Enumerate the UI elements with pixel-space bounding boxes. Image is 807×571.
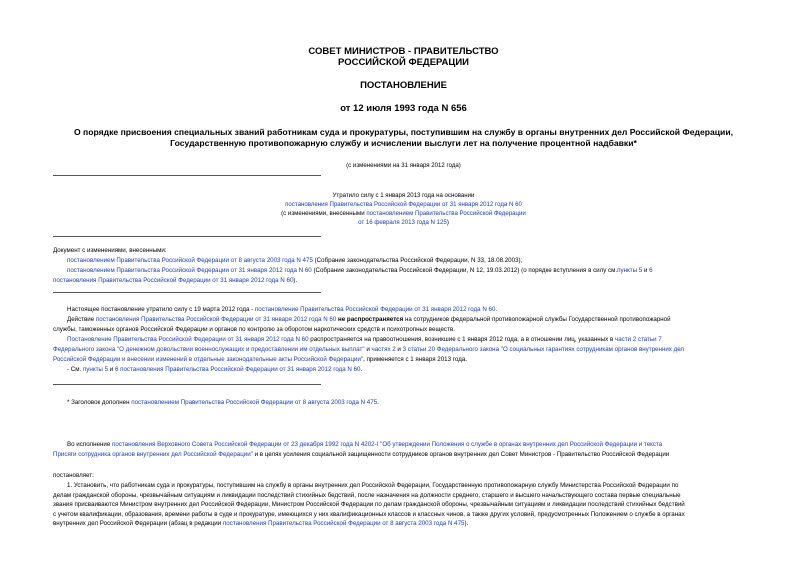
expired-basis-link[interactable]: постановления Правительства Российской Федерации от 31 января 2012 года N 60 (285, 201, 522, 208)
note-1-text: Настоящее постановление утратило силу с 19 марта 2012 года - (67, 306, 255, 313)
change-item-2-link[interactable]: постановлением Правительства Российской Федерации от 31 января 2012 года N 60 (67, 267, 312, 274)
change-item-2 (53, 266, 773, 276)
item-1 (53, 481, 773, 529)
amendment-link-date[interactable]: от 16 февраля 2013 года N 125 (358, 219, 447, 226)
note-4-points5-link[interactable]: пункты 5 (82, 366, 109, 373)
issuer-line-1: СОВЕТ МИНИСТРОВ - ПРАВИТЕЛЬСТВО (308, 46, 499, 57)
changes-list (53, 246, 773, 286)
note-3-text: распространяется на правоотношения, возникшие с 1 января 2012 года, а в отношении лиц, указанных в (308, 336, 615, 343)
preamble-text: Во исполнение (67, 441, 112, 448)
conj: и (642, 267, 650, 274)
footnote (53, 398, 773, 408)
expired-notice (0, 191, 807, 227)
preamble-rest: и в целях усиления социальной защищенности сотрудников органов внутренних дел Совет Министров - Правительство Российской Федерации (252, 451, 670, 458)
amendment-link[interactable]: постановлением Правительства Российской Федерации (366, 210, 526, 217)
change-item-1 (53, 256, 773, 266)
note-2-bold: не распространяется (336, 316, 404, 323)
expired-line-1: Утратило силу с 1 января 2013 года на основании (332, 192, 475, 199)
preamble-link[interactable]: постановления Верховного Совета Российской Федерации от 23 декабря 1992 года N 4202-I "Об утверждении Положения о службе в органах внутренних дел Российской Федерации и текста (112, 441, 663, 448)
change-item-2-source: (Собрание законодательства Российской Федерации, N 12, 19.03.2012) (о порядке вступления в силу см. (311, 267, 618, 274)
item-1-line-1: 1. Установить, что работникам суда и прокуратуры, поступившим на службу в органы внутренних дел Российской Федерации, Государственную противопожарную службу Министерства Российской Федерации по (67, 482, 679, 489)
note-3-cont-2 (53, 355, 773, 365)
note-3-link-part2[interactable]: части 2 статьи 7 (614, 336, 662, 343)
note-1 (53, 305, 773, 315)
footnote-link[interactable]: постановлением Правительства Российской Федерации от 8 августа 2003 года N 475 (131, 399, 378, 406)
item-1-end: ). (464, 520, 469, 528)
item-1-line-2: делам гражданской обороны, чрезвычайным ситуациям и ликвидации последствий стихийных бедствий, после назначения на должности среднего, старшего и высшего начальствующего состава первые специальные (53, 491, 681, 499)
document-type: ПОСТАНОВЛЕНИЕ (360, 80, 447, 91)
item-1-line-4: с учетом квалификации, образования, времени работы в суде и прокуратуре, имеющихся у них квалификационных классов и классных чинов, а также других условий, предусмотренных Положением о службе в органах (53, 510, 685, 518)
revision-note: (с изменениями на 31 января 2012 года) (346, 162, 461, 169)
footnote-text: * Заголовок дополнен (67, 399, 132, 406)
document-date: от 12 июля 1993 года N 656 (340, 103, 467, 114)
notes-block (53, 305, 773, 375)
point-6-link[interactable]: 6 (649, 267, 653, 274)
issuer-line-2: РОССИЙСКОЙ ФЕДЕРАЦИИ (337, 57, 469, 68)
note-3-art20-link[interactable]: 3 статьи 20 Федерального закона "О социальных гарантиях сотрудникам органов внутренних дел (402, 346, 685, 353)
note-4 (53, 365, 773, 375)
item-1-line-5-text: внутренних дел Российской Федерации (абзац в редакции (53, 520, 223, 528)
points-5-link[interactable]: пункты 5 (617, 267, 643, 274)
conj: и (108, 366, 115, 373)
change-item-1-link[interactable]: постановлением Правительства Российской Федерации от 8 августа 2003 года N 475 (67, 257, 313, 264)
divider (53, 175, 321, 176)
divider (53, 236, 321, 237)
title-line-1: О порядке присвоения специальных званий работникам суда и прокуратуры, поступившим на службу в органы внутренних дел Российской Федерации, (73, 127, 734, 137)
divider (53, 384, 321, 385)
note-4-text: - См. (67, 366, 83, 373)
note-2-rest: на сотрудников федеральной противопожарной службы Государственной противопожарной (403, 316, 671, 323)
note-3-link[interactable]: Постановление Правительства Российской Федерации от 31 января 2012 года N 60 (67, 336, 309, 343)
footnote-end: . (377, 399, 379, 406)
note-3-parts2-link[interactable]: частях 2 (371, 346, 396, 353)
preamble (53, 440, 773, 460)
expired-prefix: (с изменениями, внесенными (281, 210, 367, 217)
resolves (53, 471, 773, 481)
document-title (0, 127, 807, 149)
note-1-end: . (495, 306, 498, 313)
item-1-line-3: звания присваиваются Министром внутренних дел Российской Федерации, Министром Российской Федерации по делам гражданской обороны, чрезвычайным ситуациям и ликвидации последствий стихийных бедствий (53, 501, 685, 509)
change-item-2-ref-link[interactable]: постановления Правительства Российской Федерации от 31 января 2012 года N 60 (53, 277, 294, 284)
note-2 (53, 315, 773, 325)
change-item-1-source: (Собрание законодательства Российской Федерации, N 33, 18.08.2003); (312, 257, 523, 264)
note-2-text: Действие (67, 316, 96, 323)
note-4-point6-link[interactable]: 6 постановления Правительства Российской Федерации от 31 января 2012 года N 60 (114, 366, 361, 373)
conj: и (395, 346, 403, 353)
note-3-law2-link[interactable]: Российской Федерации и внесении изменений в отдельные законодательные акты Российской Федерации" (53, 356, 364, 363)
expired-suffix: ) (446, 219, 449, 226)
note-1-link[interactable]: постановление Правительства Российской Федерации от 31 января 2012 года N 60 (254, 306, 496, 313)
note-3 (53, 335, 773, 345)
item-1-amend-link[interactable]: постановления Правительства Российской Федерации от 8 августа 2003 года N 475 (222, 520, 465, 528)
note-2-link[interactable]: постановления Правительства Российской Федерации от 31 января 2012 года N 60 (95, 316, 337, 323)
change-item-2-end: ). (293, 277, 298, 284)
note-3-law-link[interactable]: Федерального закона "О денежном довольствии военнослужащих и предоставлении им отдельных выплат" (53, 346, 365, 353)
title-line-2: Государственную противопожарную службу и исчислении выслуги лет на получение процентной надбавки* (170, 138, 637, 148)
note-3-end: , применяется с 1 января 2013 года. (363, 356, 467, 363)
preamble-link-cont[interactable]: Присяги сотрудника органов внутренних дел Российской Федерации" (53, 451, 253, 458)
note-2-cont: службы, таможенных органов Российской Федерации и органов по контролю за оборотом наркотических средств и психотропных веществ. (53, 326, 455, 333)
conj: и (364, 346, 372, 353)
item-1-line-5 (53, 519, 773, 529)
divider (53, 292, 321, 293)
change-item-2-cont (53, 276, 773, 286)
resolves-text: постановляет: (53, 472, 94, 479)
changes-intro: Документ с изменениями, внесенными: (53, 247, 167, 254)
note-4-end: . (360, 366, 363, 373)
note-3-cont (53, 345, 773, 355)
